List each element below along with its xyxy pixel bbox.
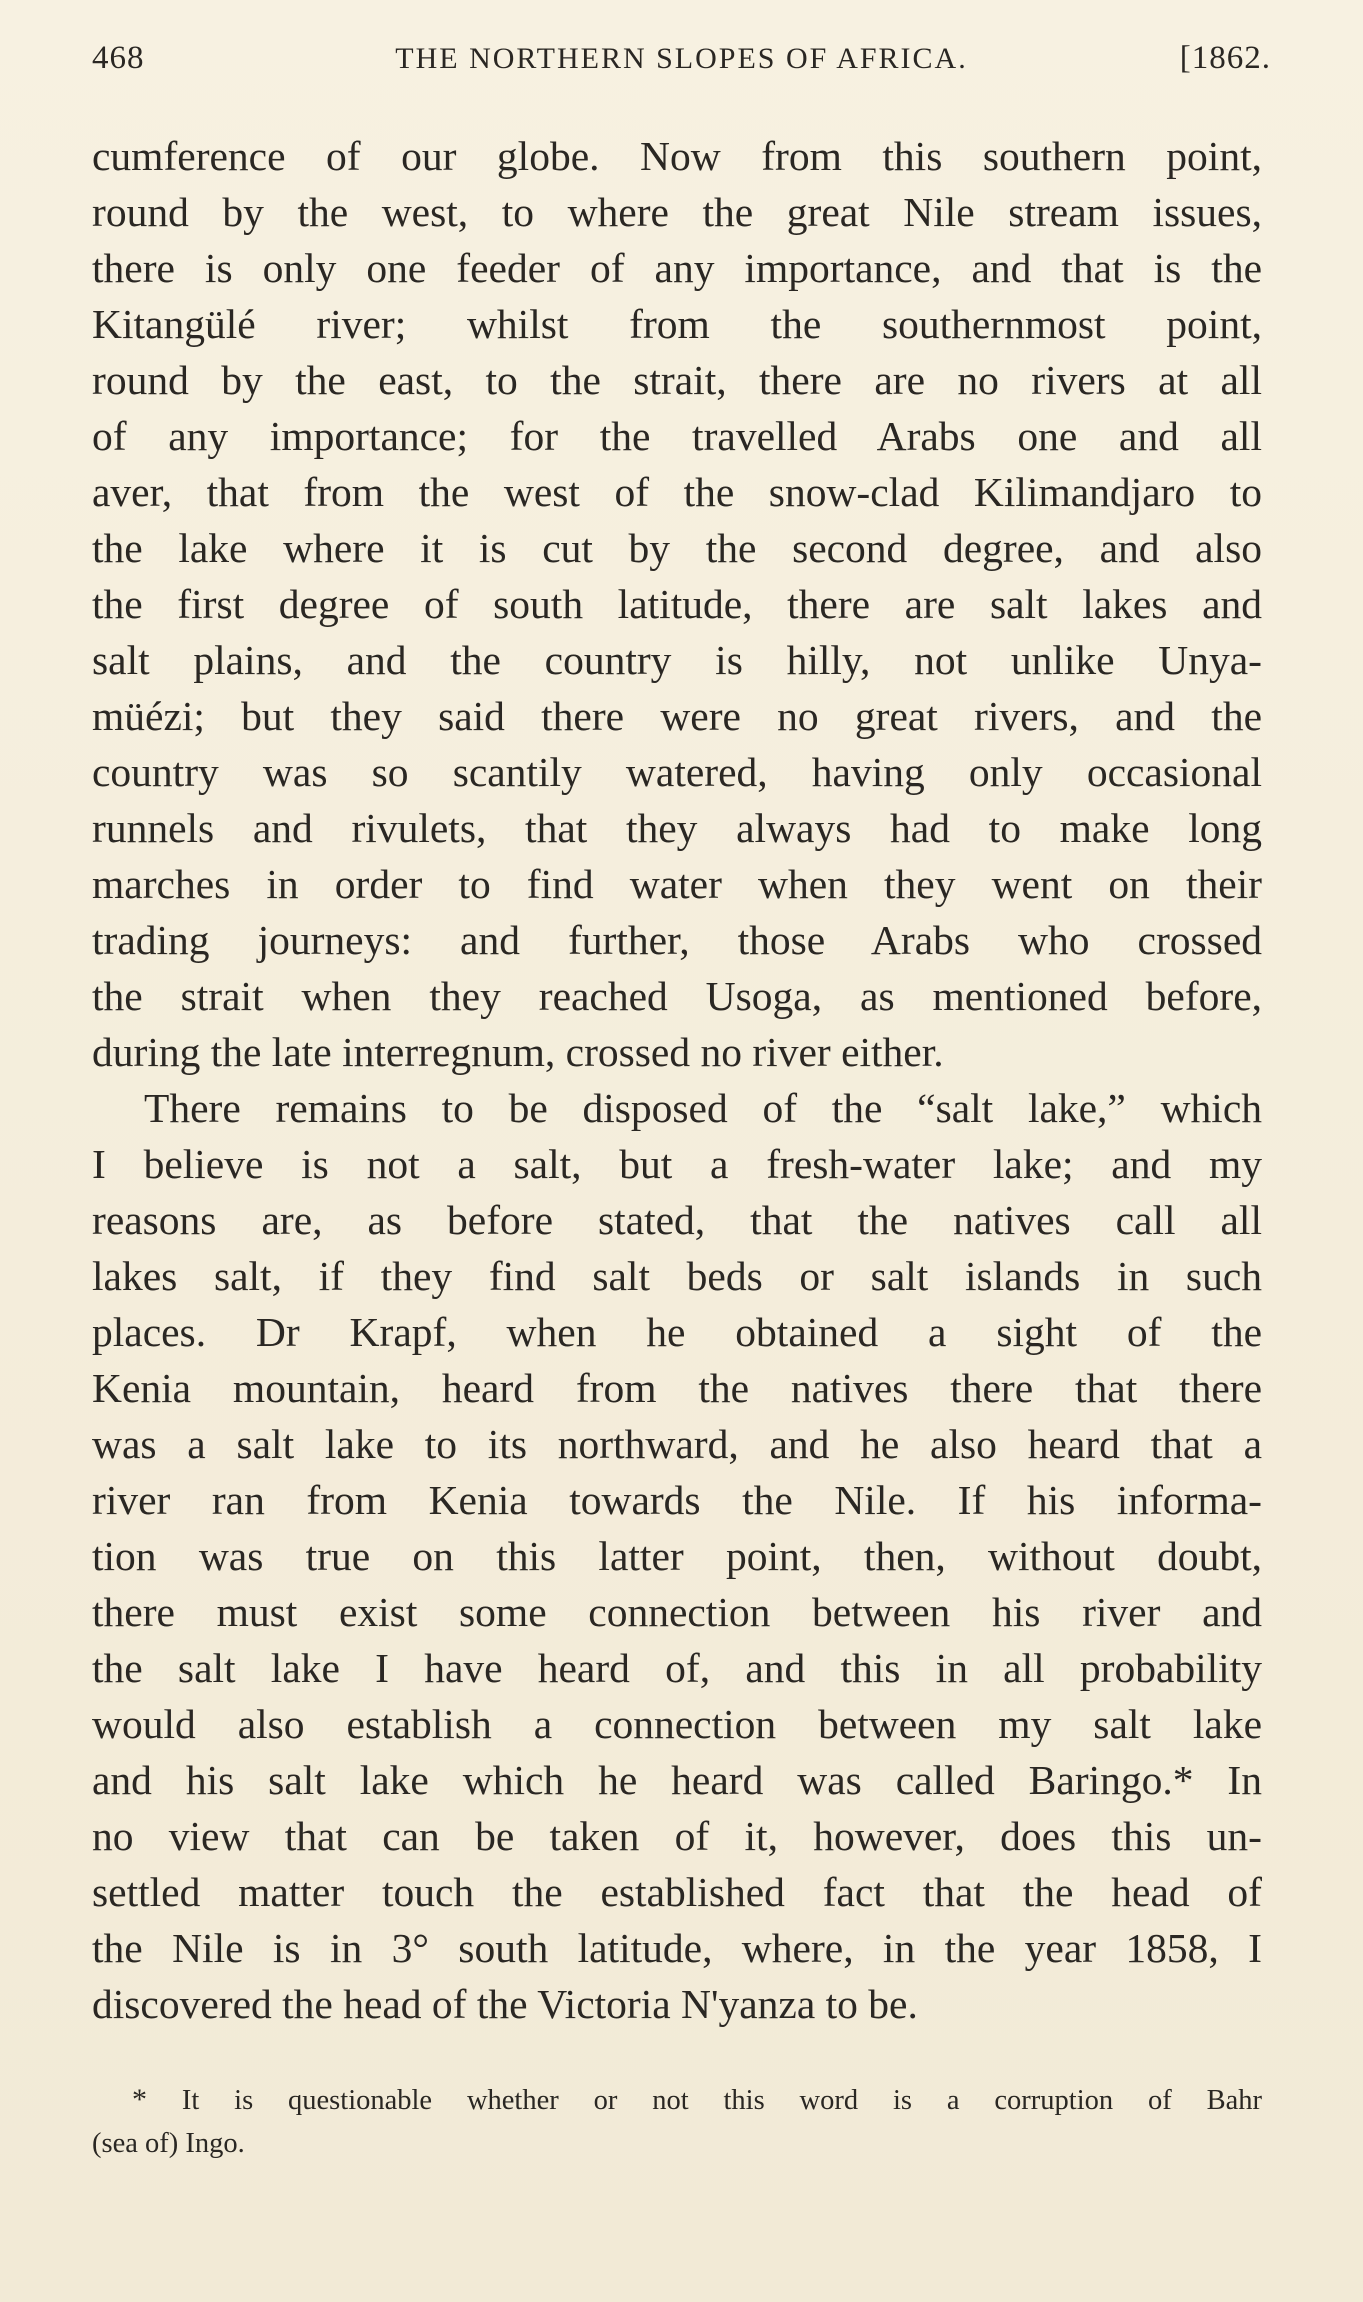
header-year: [1862. bbox=[1179, 40, 1271, 76]
text-line: marches in order to find water when they went on their bbox=[92, 861, 1262, 907]
text-line: tion was true on this latter point, then, without doubt, bbox=[92, 1533, 1262, 1579]
text-line: there must exist some connection between his river and bbox=[92, 1589, 1262, 1635]
text-line: reasons are, as before stated, that the natives call all bbox=[92, 1197, 1262, 1243]
text-line: no view that can be taken of it, however, does this un- bbox=[92, 1813, 1262, 1859]
text-line: aver, that from the west of the snow-clad Kilimandjaro to bbox=[92, 469, 1262, 515]
running-title: THE NORTHERN SLOPES OF AFRICA. bbox=[395, 42, 968, 75]
footnote bbox=[92, 2078, 1262, 2166]
text-line: and his salt lake which he heard was called Baringo.* In bbox=[92, 1757, 1262, 1803]
text-line: during the late interregnum, crossed no river either. bbox=[92, 1029, 944, 1075]
running-header bbox=[92, 40, 1271, 90]
text-line: runnels and rivulets, that they always had to make long bbox=[92, 805, 1262, 851]
footnote-line bbox=[92, 2078, 1262, 2122]
page-number: 468 bbox=[92, 40, 145, 76]
text-line: lakes salt, if they find salt beds or salt islands in such bbox=[92, 1253, 1262, 1299]
text-line: cumference of our globe. Now from this southern point, bbox=[92, 133, 1262, 179]
body-text bbox=[92, 128, 1262, 2032]
text-line: discovered the head of the Victoria N'yanza to be. bbox=[92, 1981, 918, 2027]
text-line: the strait when they reached Usoga, as mentioned before, bbox=[92, 973, 1262, 1019]
text-line: trading journeys: and further, those Arabs who crossed bbox=[92, 917, 1262, 963]
text-line: Kitangülé river; whilst from the southernmost point, bbox=[92, 301, 1262, 347]
text-line: I believe is not a salt, but a fresh-water lake; and my bbox=[92, 1141, 1262, 1187]
footnote-text: It is questionable whether or not this word is a corruption of Bahr bbox=[181, 2085, 1262, 2116]
text-line: the first degree of south latitude, there are salt lakes and bbox=[92, 581, 1262, 627]
text-line: the salt lake I have heard of, and this in all probability bbox=[92, 1645, 1262, 1691]
text-line: of any importance; for the travelled Arabs one and all bbox=[92, 413, 1262, 459]
text-line: river ran from Kenia towards the Nile. If his informa- bbox=[92, 1477, 1262, 1523]
text-line: round by the west, to where the great Nile stream issues, bbox=[92, 189, 1262, 235]
footnote-marker: * bbox=[132, 2083, 147, 2116]
text-line: places. Dr Krapf, when he obtained a sight of the bbox=[92, 1309, 1262, 1355]
text-line: was a salt lake to its northward, and he also heard that a bbox=[92, 1421, 1262, 1467]
text-line: would also establish a connection between my salt lake bbox=[92, 1701, 1262, 1747]
text-line: Kenia mountain, heard from the natives there that there bbox=[92, 1365, 1262, 1411]
text-line: the Nile is in 3° south latitude, where, in the year 1858, I bbox=[92, 1925, 1262, 1971]
text-line: there is only one feeder of any importance, and that is the bbox=[92, 245, 1262, 291]
text-line: settled matter touch the established fact that the head of bbox=[92, 1869, 1262, 1915]
text-line: There remains to be disposed of the “salt lake,” which bbox=[144, 1085, 1262, 1131]
text-line: müézi; but they said there were no great rivers, and the bbox=[92, 693, 1262, 739]
text-line: country was so scantily watered, having only occasional bbox=[92, 749, 1262, 795]
text-line: the lake where it is cut by the second degree, and also bbox=[92, 525, 1262, 571]
text-line: salt plains, and the country is hilly, not unlike Unya- bbox=[92, 637, 1262, 683]
text-line: round by the east, to the strait, there are no rivers at all bbox=[92, 357, 1262, 403]
footnote-line: (sea of) Ingo. bbox=[92, 2128, 245, 2159]
